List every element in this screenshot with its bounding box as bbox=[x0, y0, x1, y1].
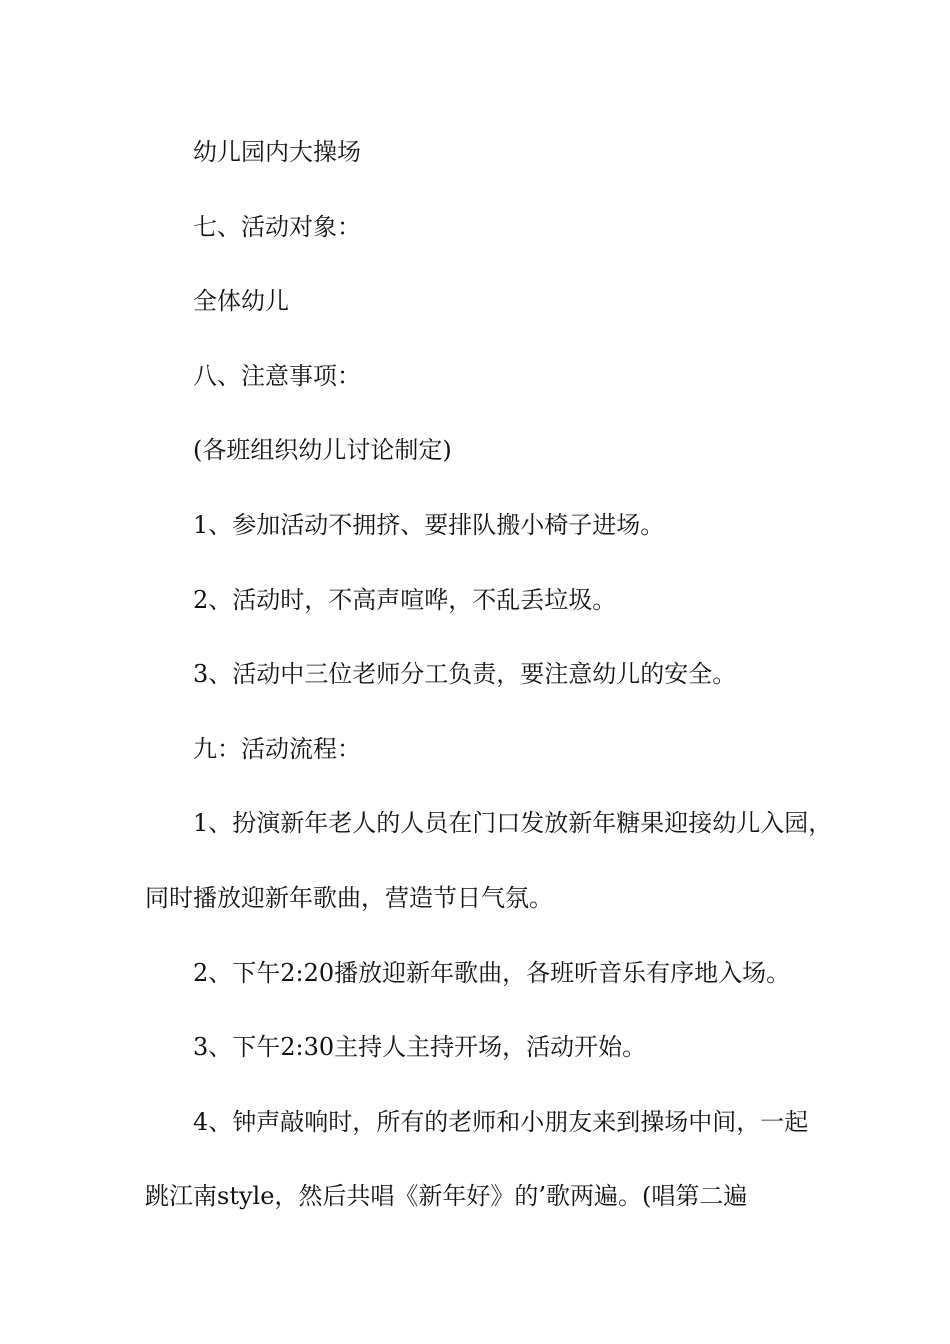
section-7-heading: 七、活动对象： bbox=[193, 213, 361, 241]
flow-item-4-line-1: 4、钟声敲响时，所有的老师和小朋友来到操场中间，一起 bbox=[193, 1108, 809, 1136]
flow-item-4-line-2: 跳江南style，然后共唱《新年好》的’歌两遍。(唱第二遍 bbox=[145, 1182, 748, 1210]
notes-intro: (各班组织幼儿讨论制定) bbox=[193, 436, 452, 464]
note-item-1: 1、参加活动不拥挤、要排队搬小椅子进场。 bbox=[193, 511, 665, 539]
section-9-heading: 九：活动流程： bbox=[193, 735, 361, 763]
participants-text: 全体幼儿 bbox=[193, 287, 289, 315]
flow-item-1-line-2: 同时播放迎新年歌曲，营造节日气氛。 bbox=[145, 884, 553, 912]
note-item-3: 3、活动中三位老师分工负责，要注意幼儿的安全。 bbox=[193, 660, 737, 688]
flow-item-1-line-1: 1、扮演新年老人的人员在门口发放新年糖果迎接幼儿入园， bbox=[193, 809, 833, 837]
venue-text: 幼儿园内大操场 bbox=[193, 138, 361, 166]
note-item-2: 2、活动时，不高声喧哗，不乱丢垃圾。 bbox=[193, 586, 617, 614]
section-8-heading: 八、注意事项： bbox=[193, 362, 361, 390]
flow-item-2: 2、下午2:20播放迎新年歌曲，各班听音乐有序地入场。 bbox=[193, 959, 791, 987]
flow-item-3: 3、下午2:30主持人主持开场，活动开始。 bbox=[193, 1033, 647, 1061]
